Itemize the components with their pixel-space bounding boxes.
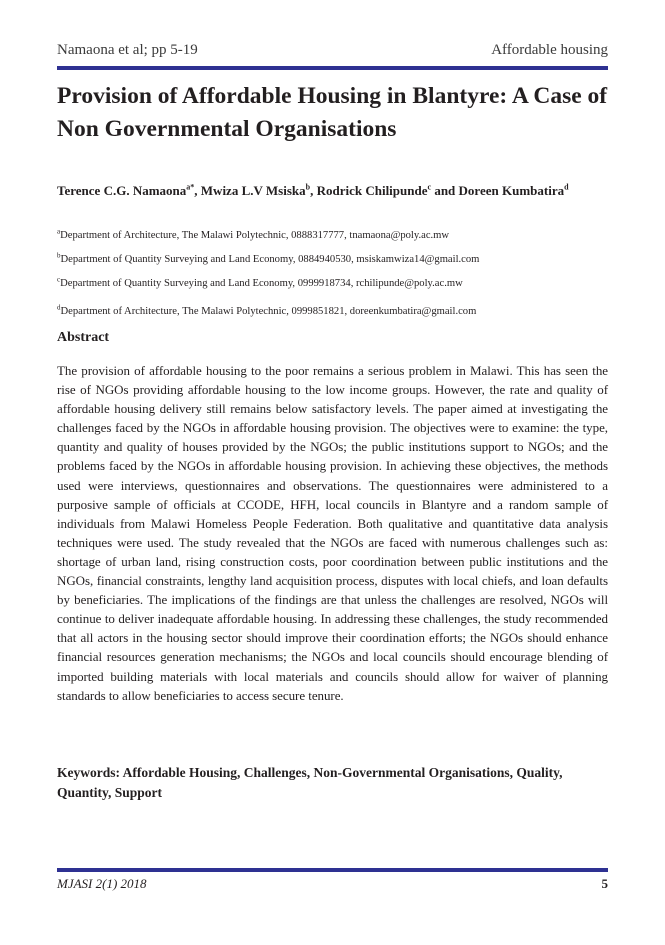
affiliation (57, 229, 608, 242)
affiliation-text: Department of Quantity Surveying and Land Economy, 0999918734, rchilipunde@poly.ac.mw (60, 278, 463, 289)
page-footer (57, 876, 608, 894)
running-header (57, 42, 608, 62)
author-name: Doreen Kumbatira (458, 183, 565, 198)
author-affiliation-mark: b (305, 182, 311, 192)
author-affiliation-mark: d (564, 182, 569, 192)
author-name: Mwiza L.V Msiska (200, 183, 306, 198)
header-rule (57, 66, 608, 70)
author-separator: , (194, 183, 201, 198)
paper-title: Provision of Affordable Housing in Blantyre: A Case of Non Governmental Organisations (57, 83, 608, 142)
affiliation-mark: b (57, 251, 61, 260)
footer-rule (57, 868, 608, 872)
author-separator: and (431, 183, 459, 198)
running-header-authors: Namaona et al; pp 5-19 (57, 42, 198, 58)
journal-citation: MJASI 2(1) 2018 (57, 876, 147, 891)
abstract-heading: Abstract (57, 330, 110, 345)
running-header-topic: Affordable housing (491, 42, 608, 58)
affiliation (57, 277, 608, 290)
author-list (57, 181, 608, 200)
affiliation-text: Department of Architecture, The Malawi Polytechnic, 0999851821, doreenkumbatira@gmail.com (60, 306, 477, 317)
affiliation (57, 253, 608, 266)
author-separator: , (310, 183, 317, 198)
affiliation-text: Department of Architecture, The Malawi Polytechnic, 0888317777, tnamaona@poly.ac.mw (60, 230, 450, 241)
author-name: Rodrick Chilipunde (316, 183, 428, 198)
affiliation-mark: d (57, 303, 61, 312)
keywords: Keywords: Affordable Housing, Challenges, Non-Governmental Organisations, Quality, Quantity, Support (57, 765, 563, 800)
affiliation-mark: a (57, 227, 61, 236)
page-number: 5 (601, 876, 608, 891)
affiliation (57, 305, 608, 318)
author-name: Terence C.G. Namaona (57, 183, 187, 198)
author-affiliation-mark: c (427, 182, 432, 192)
affiliation-mark: c (57, 275, 61, 284)
author-affiliation-mark: a* (186, 182, 195, 192)
affiliation-text: Department of Quantity Surveying and Land Economy, 0884940530, msiskamwiza14@gmail.com (60, 254, 480, 265)
abstract-body: The provision of affordable housing to the poor remains a serious problem in Malawi. This has seen the rise of NGOs providing affordable housing to the low income groups. However, the rate and quality of affordable housing delivery still remains below satisfactory levels. The paper aimed at investigating the challenges faced by the NGOs in affordable housing provision. The objectives were to examine: the type, quantity and quality of houses provided by the NGOs; the public institutions support to NGOs; and the problems faced by the NGOs in affordable housing provision. In achieving these objectives, the methods used were interviews, questionnaires and observations. The questionnaires were administered to a purposive sample of officials at CCODE, HFH, local councils in Blantyre and a random sample of individuals from Malawi Homeless People Federation. Both qualitative and quantitative data analysis techniques were used. The study revealed that the NGOs are faced with numerous challenges such as: shortage of urban land, rising construction costs, poor coordination between public institutions and the NGOs, financial constraints, lengthy land acquisition process, disputes with local chiefs, and loan defaults by beneficiaries. The implications of the findings are that unless the challenges are resolved, NGOs will continue to deliver inadequate affordable housing. In addressing these challenges, the study recommended that all actors in the housing sector should improve their coordination efforts; the NGOs should enhance financial resources generation mechanisms; the NGOs and local councils should encourage blending of imported building materials with local materials and councils should allow for waiver of planning standards to allow beneficiaries to access secure tenure. (57, 363, 608, 703)
